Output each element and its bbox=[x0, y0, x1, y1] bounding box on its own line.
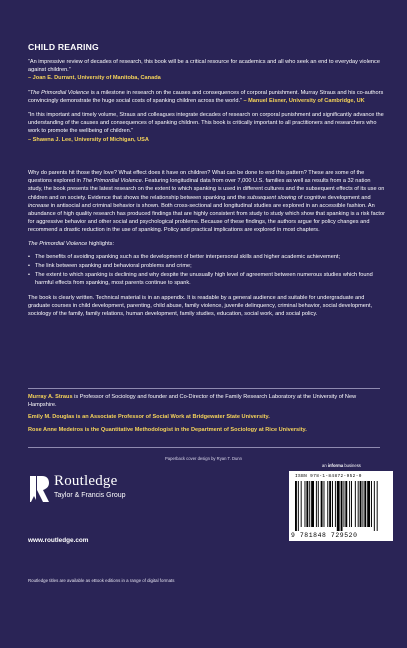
barcode-bar bbox=[367, 481, 370, 527]
barcode-bar bbox=[305, 481, 306, 527]
category-label: CHILD REARING bbox=[28, 42, 99, 52]
informa-prefix: an bbox=[322, 463, 328, 468]
informa-name: informa bbox=[327, 463, 344, 468]
italic-text: increase bbox=[28, 202, 50, 209]
ebook-note: Routledge titles are available as eBook editions in a range of digital formats bbox=[28, 578, 175, 583]
informa-suffix: business bbox=[343, 463, 361, 468]
author-bio bbox=[28, 393, 386, 409]
barcode-bar bbox=[327, 481, 328, 527]
barcode-bar bbox=[343, 481, 344, 527]
review-quote bbox=[28, 89, 386, 105]
author-description: is an Associate Professor of Social Work at Bridgewater State University. bbox=[74, 414, 270, 421]
barcode-bar bbox=[306, 481, 308, 527]
italic-text: The Primordial Violence bbox=[29, 89, 90, 96]
barcode-bar bbox=[345, 481, 347, 527]
barcode-bar bbox=[362, 481, 363, 527]
isbn-label: ISBN 978-1-84872-952-0 bbox=[295, 474, 362, 479]
divider-bottom bbox=[28, 447, 380, 448]
barcode-bar bbox=[321, 481, 323, 527]
italic-text: subsequent slowing bbox=[247, 194, 297, 201]
author-bio bbox=[28, 413, 386, 421]
highlights-title bbox=[28, 240, 386, 248]
highlight-item: • The benefits of avoiding spanking such as the development of better interpersonal skills and higher academic achievement; bbox=[28, 253, 386, 261]
review-attribution: – Joan E. Durrant, University of Manitoba, Canada bbox=[28, 75, 161, 82]
author-name: Murray A. Straus bbox=[28, 394, 73, 400]
barcode-bar bbox=[371, 481, 372, 527]
barcode-bar bbox=[374, 481, 375, 531]
barcode-bar bbox=[324, 481, 325, 527]
publisher-url[interactable]: www.routledge.com bbox=[28, 537, 89, 544]
barcode-bar bbox=[358, 481, 359, 527]
author-bio bbox=[28, 426, 386, 434]
authors-section bbox=[28, 393, 386, 438]
text-run: Why do parents hit those they love? What effect does it have on children? What can be done to end this pattern? These are some of the questions explored in bbox=[28, 170, 365, 185]
barcode-bar bbox=[355, 481, 356, 527]
barcode-bar bbox=[309, 481, 310, 527]
italic-text: The Primordial Violence bbox=[82, 178, 142, 185]
review-quote bbox=[28, 58, 386, 83]
description-section bbox=[28, 169, 386, 323]
publisher-name: Routledge bbox=[54, 473, 118, 489]
barcode-bar bbox=[316, 481, 317, 527]
text-run: “ bbox=[28, 89, 30, 96]
author-name: Rose Anne Medeiros bbox=[28, 426, 84, 433]
text-run: “In this important and timely volume, Straus and colleagues integrate decades of research on corporal punishment and significantly advance the understanding of the causes and consequences of spanking children. This book is critically important to all practitioners and researchers who work to promote the wellbeing of children.” bbox=[28, 112, 384, 135]
isbn-barcode bbox=[289, 471, 393, 541]
highlights-list bbox=[28, 253, 386, 288]
barcode-bar bbox=[311, 481, 314, 527]
barcode-bar bbox=[349, 481, 350, 527]
divider-top bbox=[28, 388, 380, 389]
text-run: highlights: bbox=[87, 240, 115, 247]
author-description: is Professor of Sociology and founder and Co-Director of the Family Research Laboratory at the University of New Hampshire. bbox=[28, 394, 357, 409]
audience-paragraph: The book is clearly written. Technical material is in an appendix. It is readable by a general audience and suitable for undergraduate and graduate courses in child development, parenting, child abuse, family violence, juvenile delinquency, criminal behavior, social development, sociology of the family, family relations, human development, family studies, education, social work, and social policy. bbox=[28, 294, 373, 318]
description-paragraph bbox=[28, 169, 386, 235]
barcode-bar bbox=[351, 481, 352, 527]
text-run: “An impressive review of decades of research, this book will be a critical resource for academics and all who seek an end to everyday violence against children.” bbox=[28, 59, 380, 74]
review-quote bbox=[28, 111, 386, 144]
barcode-bar bbox=[360, 481, 362, 527]
informa-business-label bbox=[322, 463, 361, 468]
italic-text: The Primordial Violence bbox=[28, 240, 88, 247]
barcode-bar bbox=[364, 481, 366, 527]
cover-credit: Paperback cover design by Ryan T. Dunn bbox=[165, 456, 242, 461]
text-run: is a milestone in research on the causes and consequences of corporal punishment. Murray Straus and his co-authors convincingly demonstrate the huge social costs of spanking children across the world.” bbox=[28, 89, 384, 104]
barcode-bar bbox=[337, 481, 340, 531]
reviews-section bbox=[28, 58, 386, 150]
text-run: in antisocial and criminal behavior is shown. Both cross-sectional and longitudinal studies are explored in an accessible fashion. An abundance of high quality research has produced findings that are highly consistent from study to study which show that spanking is a risk factor for aggressive behavior and other social and psychological problems. Because of these findings, the authors argue for policy changes and recommend a drastic reduction in the use of spanking. Policy and practical implications are explored in most chapters. bbox=[28, 202, 385, 234]
publisher-subtitle: Taylor & Francis Group bbox=[54, 492, 126, 499]
barcode-bar bbox=[341, 481, 343, 531]
barcode-bar bbox=[377, 481, 378, 531]
routledge-emblem-icon bbox=[28, 474, 50, 504]
barcode-bar bbox=[298, 481, 299, 531]
barcode-bar bbox=[335, 481, 336, 527]
author-description: is the Quantitative Methodologist in the Department of Sociology at Rice University. bbox=[83, 426, 307, 433]
barcode-bar bbox=[295, 481, 297, 531]
highlight-item: • The extent to which spanking is declining and why despite the unusually high level of agreement between numerous studies which found harmful effects from spanking, most parents continue to spank. bbox=[28, 271, 386, 287]
isbn-digits: 9 781848 729520 bbox=[291, 532, 358, 539]
review-attribution: – Shawna J. Lee, University of Michigan, USA bbox=[28, 136, 149, 143]
barcode-bar bbox=[329, 481, 331, 527]
text-run: . Featuring longitudinal data from over 7,000 U.S. families as well as results from a 32 nation study, the book presents the latest research on the extent to which spanking is used in different cultures and the subsequent effects of its use on children and on society. Evidence that shows the relationship between spanking and the bbox=[28, 178, 385, 201]
publisher-logo bbox=[28, 472, 178, 512]
barcode-bar bbox=[332, 481, 333, 527]
text-run: of cognitive development and bbox=[296, 194, 371, 201]
highlight-item: • The link between spanking and behavioral problems and crime; bbox=[28, 262, 386, 270]
barcode-bar bbox=[318, 481, 319, 527]
review-attribution: – Manuel Eisner, University of Cambridge, UK bbox=[241, 97, 365, 104]
barcode-bar bbox=[301, 481, 302, 527]
author-name: Emily M. Douglas bbox=[28, 414, 75, 421]
barcode-icon bbox=[295, 481, 387, 531]
description bbox=[28, 169, 386, 235]
